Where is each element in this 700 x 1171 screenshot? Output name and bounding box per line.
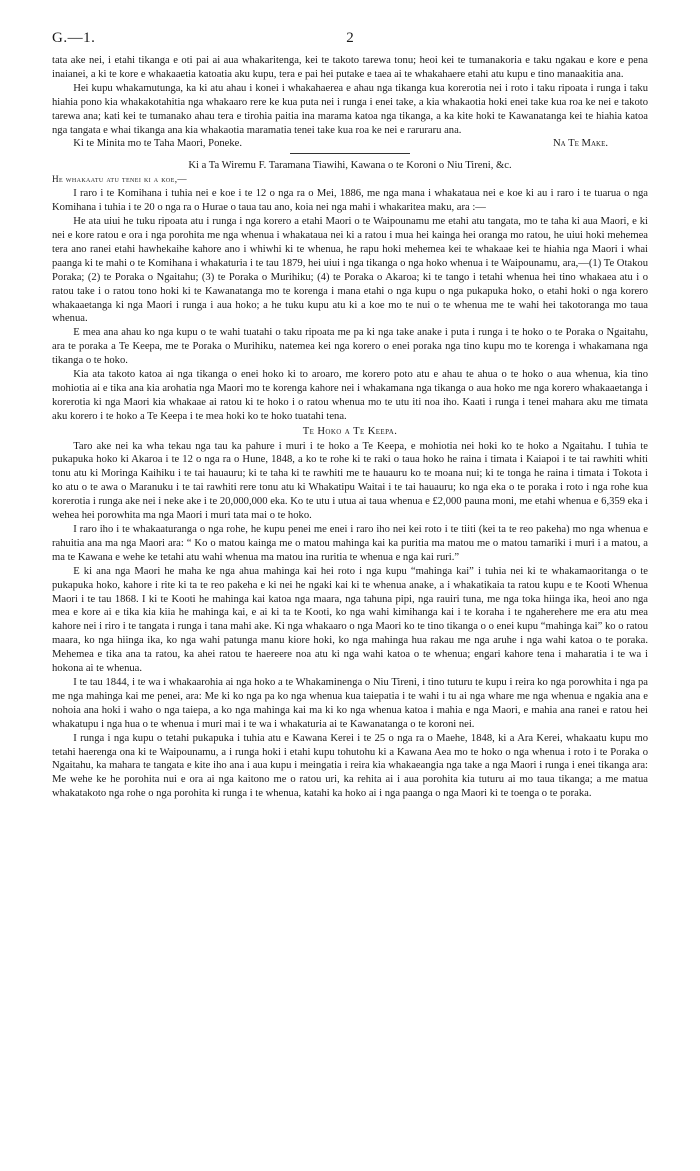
signature: Na Te Make. (552, 138, 608, 150)
signoff-row (52, 137, 648, 151)
letter-paragraph: E mea ana ahau ko nga kupu o te wahi tuatahi o taku ripoata me pa ki nga take anake i puta i runga i te hoko o te Poraka o Ngaitahu, ara te poraka a Te Keepa, me te Poraka o Murihiku, natemea kei nga korero o enei poraka nga tino kupu mo te korenga i whakamana nga tikanga o te hoko. (52, 327, 648, 367)
document-reference: G.—1. (52, 30, 96, 46)
closing-paragraph: Hei kupu whakamutunga, ka ki atu ahau i konei i whakahaerea e ahau nga tikanga kua korerotia nei i roto i taku ripoata i runga i taku hiahia pono kia whakakotahitia nga whakaaro rere ke kua puta nei i runga i enei take, a kia whakaotia hoki enei take kua roa ke nei e takoto tarewa ana; kati kei te tumanako ahau tera e tirohia paitia ina marama katoa nga tikanga, a ka kite hoki te Kawanatanga kei te hiahia katoa nga tangata e whai tikanga ana kia whakaotia maramatia tenei take kua roa ke nei e raruraru ana. (52, 82, 648, 136)
document-body (52, 54, 648, 801)
section-paragraph: I raro iho i te whakaaturanga o nga rohe, he kupu penei me enei i raro iho nei kei roto i te tiiti (kei ta te reo pakeha) mo nga whenua e rahuitia ana ma nga Maori ara: “ Ko o matou kainga me o matou mahinga kai ka puritia ma matou me o matou tamariki i muri i a matou, a ma te Kawana e wehe ke tetahi atu wahi whenua ma matou ina ruritia te whenua e nga kai ruri.” (52, 524, 648, 563)
section-heading: Te Hoko a Te Keepa. (302, 425, 398, 437)
section-paragraph: I te tau 1844, i te wa i whakaarohia ai nga hoko a te Whakaminenga o Niu Tireni, i tino tuturu te kupu i reira ko nga porowhita i nga pa me nga mahinga kai me penei, ara: Me ki ko nga pa ko nga whenua kua taiepatia i te wahi i tu ai nga whare me nga whenua e ngakia ana e nohoia ana hoki i waho o nga taiepa, a ko nga mahinga kai ma ki ko nga whenua katoa i mahia e nga Maori, e mahia ana ranei e ratou hei whakatupu i nga hua o te whenua i muri mai i te wa i whakaturia ai te Kawanatanga o te koroni nei. (52, 676, 648, 730)
section-paragraph: I runga i nga kupu o tetahi pukapuka i tuhia atu e Kawana Kerei i te 25 o nga ra o Maehe, 1848, ki a Ara Kerei, whakaatu kupu mo tetahi haerenga ona ki te Waipounamu, a i runga hoki i etahi kupu tohutohu ki a Kawana Aea mo te hoko o nga whenua i roto i te Poraka o Ngaitahu, ka mahara te tangata e kite iho ana i aua kupu i meingatia i reira kia whakaeangia nga take a nga Maori i runga i enei tikanga ara: Me wehe ke he porohita nui e ora ai nga kaitono me o ratou uri, ka rehita ai i aua porohita kia tuturu ai mo taua tikanga; a me matua whakatakoto nga rohe o nga porohita ki runga i te whenua, katahi ka hoko ai i nga paanga o nga Maori ki te toenga o te poraka. (52, 732, 648, 800)
page-header (52, 30, 648, 54)
section-paragraph: Taro ake nei ka wha tekau nga tau ka pahure i muri i te hoko a Te Keepa, e mohiotia nei hoki ko te hoko a Ngaitahu. I tuhia te pukapuka hoko ki Akaroa i te 12 o nga ra o Hune, 1848, a ko te rohe ki te raki o taua hoko he raina i timata i Kaiapoi i te tai rawhiti whiti tonu atu ki Moringa Kaihiku i te tai hauauru; ki te taha ki te rawhiti me te hauauru ko te moana nui; ki te tonga he raina i timata i Tokota i ko atu o te awa o Maranuku i te tai rawhiti rere tonu atu ki Whakatipu Waitai i te tai hauauru; ko nga eka o te poraka i roto i nga rohe kua korerotia i runga ake nei i neke ake i te 20,000,000 eka. Ko te utu i utua ai taua whenua e £2,000 pauna moni, me etahi whenua e 6,359 eka i wehea hei porowhita ma nga Maori i muri tata mai o te hoko. (52, 440, 648, 522)
section-divider (290, 153, 410, 154)
page-number: 2 (346, 30, 354, 46)
section-paragraph: E ki ana nga Maori he maha ke nga ahua mahinga kai hei roto i nga kupu “mahinga kai” i tuhia nei ki te whakamaoritanga o te pukapuka hoko, kahore i rite ki ta te reo pakeha e ki nei he ngaki kai ki te whenua anake, a i whakatikaia ta ratou kupu e te Kooti Whenua Maori i te tau 1868. I ki te Kooti he mahinga kai katoa nga maara, nga tahuna pipi, nga rauiri tuna, me nga toka hiinga ika, heoi ano nga mea e kore ai e tika kia kiia he mahinga kai, e ai ki ta te Kooti, ko nga wahi kimihanga kai i te koraha i te ngaherehere me era atu mea kahore nei i riro i te tangata i runga i tana mahi ake. Ki nga whakaaro o nga Maori ko te tino tikanga o o enei kupu “mahinga kai” ko o ratou maara, ko nga hiinga ika, ko nga wahi patunga manu kiore hoki, ko nga mahinga hua rakau me nga aruhe i nga wahi katoa o te poraka. Mehemea e tika ana ta ratou, ka ahei ratou te haereere noa atu ki nga wahi katoa o te whenua; engari kahore tena i maharatia i te wa i hokona ai te whenua. (52, 565, 648, 675)
letter-paragraph: I raro i te Komihana i tuhia nei e koe i te 12 o nga ra o Mei, 1886, me nga mana i whakataua nei e koe ki au i raro i te tuarua o nga Komihana i tuhia i te 20 o nga ra o Hurae o taua tau ano, koia nei nga mahi i whakaritea maku, ara :— (52, 188, 648, 214)
letter-salutation: He whakaatu atu tenei ki a koe,— (52, 174, 188, 185)
letter-address: Ki a Ta Wiremu F. Taramana Tiawihi, Kawana o te Koroni o Niu Tireni, &c. (188, 160, 512, 172)
continued-paragraph: tata ake nei, i etahi tikanga e oti pai ai aua whakaritenga, kei te takoto tarewa tonu; heoi kei te tumanakoria e taku ngakau e kore e pena inaianei, a ki te kore e whakaaetia katoatia aku kupu, tera e pai hei putake e taea ai te whakahaere etahi atu kupu e tino manaakitia ana. (52, 55, 648, 80)
letter-paragraph: Kia ata takoto katoa ai nga tikanga o enei hoko ki to aroaro, me korero poto atu e ahau te ahua o te hoko o aua whenua, kia tino mohiotia ai e tika ana kia arohatia nga Maori mo te korenga kahore nei i whakamana nga tikanga o aua hoko me nga korero whakaaetanga i korerotia ki nga Maori kia whakaae ai ratou ki te hoko i o ratou whenua mo te utu iti noa iho. Kaati i runga i tenei mahara aku me timata aku korero i te hoko a Te Keepa i te mea hoki ko te hoko tuatahi tena. (52, 369, 648, 422)
recipient-line: Ki te Minita mo te Taha Maori, Poneke. (73, 138, 243, 150)
letter-paragraph: He ata uiui he tuku ripoata atu i runga i nga korero a etahi Maori o te Waipounamu me etahi atu tangata, mo te taha ki aua Maori, e ki nei e kore ratou e ora i nga porohita me nga whenua i whakataua nei ki a ratou i mua hei kainga hei oranga mo ratou, he uiui hoki mehemea tera ano ranei etahi hawhekaihe kahore ano i whiwhi ki te whenua, he rapu hoki mehemea kei te whakaae kei te hiahia nga Maori i whai paanga ki te mahi o te Komihana i whakaturia i te tau 1879, hei uiui i nga tikanga o nga hoko whenua i te Waipounamu, ara,—(1) Te Otakou Poraka; (2) te Poraka o Ngaitahu; (3) te Poraka o Murihiku; (4) te Poraka o Akaroa; ki te tango i tetahi whenua hei tino whakaea atu i o ratou take i o ratou tono hoki ki te Kawanatanga mo te korenga i mana etahi o nga kupu o nga pukapuka hoko, o etahi hoki o nga korero whakaaetanga ki nga Maori i runga i aua hoko; a he tuku kupu atu ki a koe mo te nui o te whenua me te wahi hei takotoranga mo taua whenua. (52, 216, 648, 325)
